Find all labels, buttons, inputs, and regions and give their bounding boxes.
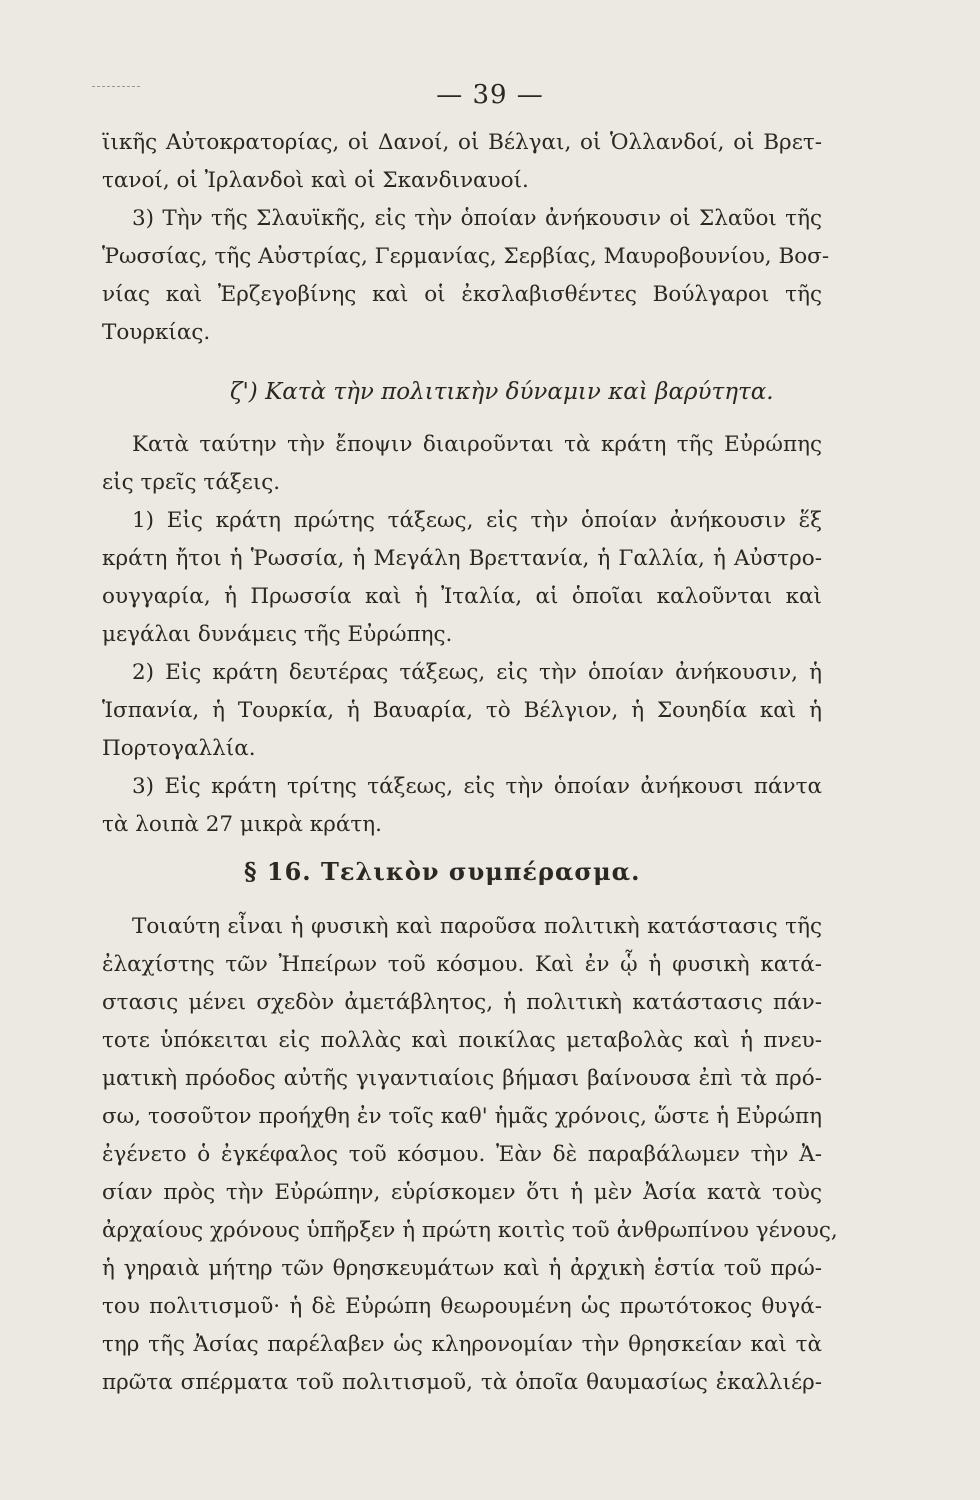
text-line: μεγάλαι δυνάμεις τῆς Εὐρώπης. [102, 622, 453, 647]
text-line: του πολιτισμοῦ· ἡ δὲ Εὐρώπη θεωρουμένη ὡς πρωτότοκος θυγά- [102, 1294, 822, 1319]
text-line: ἐγένετο ὁ ἐγκέφαλος τοῦ κόσμου. Ἐὰν δὲ παραβάλωμεν τὴν Ἀ- [102, 1142, 822, 1167]
text-line: εἰς τρεῖς τάξεις. [102, 470, 281, 495]
text-line: ουγγαρία, ἡ Πρωσσία καὶ ἡ Ἰταλία, αἱ ὁποῖαι καλοῦνται καὶ [102, 584, 822, 609]
text-line: ἐλαχίστης τῶν Ἠπείρων τοῦ κόσμου. Καὶ ἐν ᾧ ἡ φυσικὴ κατά- [102, 952, 822, 977]
text-line: 2) Εἰς κράτη δευτέρας τάξεως, εἰς τὴν ὁποίαν ἀνήκουσιν, ἡ [132, 660, 822, 685]
subsection-heading: ζ') Κατὰ τὴν πολιτικὴν δύναμιν καὶ βαρύτητα. [230, 379, 774, 405]
text-line: ἡ γηραιὰ μήτηρ τῶν θρησκευμάτων καὶ ἡ ἀρχικὴ ἑστία τοῦ πρώ- [102, 1256, 822, 1281]
page-number: — 39 — [436, 80, 544, 110]
text-line: τανοί, οἱ Ἰρλανδοὶ καὶ οἱ Σκανδιναυοί. [102, 168, 529, 193]
text-line: ματικὴ πρόοδος αὐτῆς γιγαντιαίοις βήμασι βαίνουσα ἐπὶ τὰ πρό- [102, 1066, 822, 1091]
text-line: Τοιαύτη εἶναι ἡ φυσικὴ καὶ παροῦσα πολιτικὴ κατάστασις τῆς [132, 914, 822, 939]
text-line: στασις μένει σχεδὸν ἀμετάβλητος, ἡ πολιτικὴ κατάστασις πάν- [102, 990, 822, 1015]
text-line: Πορτογαλλία. [102, 736, 256, 761]
text-line: 1) Εἰς κράτη πρώτης τάξεως, εἰς τὴν ὁποίαν ἀνήκουσιν ἕξ [132, 508, 822, 533]
text-line: τηρ τῆς Ἀσίας παρέλαβεν ὡς κληρονομίαν τὴν θρησκείαν καὶ τὰ [102, 1332, 822, 1357]
text-line: 3) Τὴν τῆς Σλαυϊκῆς, εἰς τὴν ὁποίαν ἀνήκουσιν οἱ Σλαῦοι τῆς [132, 206, 822, 231]
section-heading: § 16. Τελικὸν συμπέρασμα. [244, 857, 641, 886]
text-line: 3) Εἰς κράτη τρίτης τάξεως, εἰς τὴν ὁποίαν ἀνήκουσι πάντα [132, 774, 822, 799]
text-line: Ἱσπανία, ἡ Τουρκία, ἡ Βαυαρία, τὸ Βέλγιον, ἡ Σουηδία καὶ ἡ [102, 698, 822, 723]
text-line: Ῥωσσίας, τῆς Αὐστρίας, Γερμανίας, Σερβίας, Μαυροβουνίου, Βοσ- [102, 244, 830, 269]
text-line: ϊικῆς Αὐτοκρατορίας, οἱ Δανοί, οἱ Βέλγαι, οἱ Ὁλλανδοί, οἱ Βρετ- [102, 130, 822, 155]
text-line: ἀρχαίους χρόνους ὑπῆρξεν ἡ πρώτη κοιτὶς τοῦ ἀνθρωπίνου γένους, [102, 1218, 838, 1243]
text-line: σίαν πρὸς τὴν Εὐρώπην, εὑρίσκομεν ὅτι ἡ μὲν Ἀσία κατὰ τοὺς [102, 1180, 822, 1205]
text-line: σω, τοσοῦτον προήχθη ἐν τοῖς καθ' ἡμᾶς χρόνοις, ὥστε ἡ Εὐρώπη [102, 1104, 822, 1129]
text-line: Κατὰ ταύτην τὴν ἔποψιν διαιροῦνται τὰ κράτη τῆς Εὐρώπης [132, 432, 822, 457]
text-line: τοτε ὑπόκειται εἰς πολλὰς καὶ ποικίλας μεταβολὰς καὶ ἡ πνευ- [102, 1028, 822, 1053]
text-line: κράτη ἤτοι ἡ Ῥωσσία, ἡ Μεγάλη Βρεττανία, ἡ Γαλλία, ἡ Αὐστρο- [102, 546, 822, 571]
text-line: τὰ λοιπὰ 27 μικρὰ κράτη. [102, 812, 382, 837]
text-body [102, 124, 838, 1402]
text-line: Τουρκίας. [102, 320, 211, 345]
text-line: πρῶτα σπέρματα τοῦ πολιτισμοῦ, τὰ ὁποῖα θαυμασίως ἐκαλλιέρ- [102, 1370, 822, 1395]
text-line: νίας καὶ Ἐρζεγοβίνης καὶ οἱ ἐκσλαβισθέντες Βούλγαροι τῆς [102, 282, 822, 307]
